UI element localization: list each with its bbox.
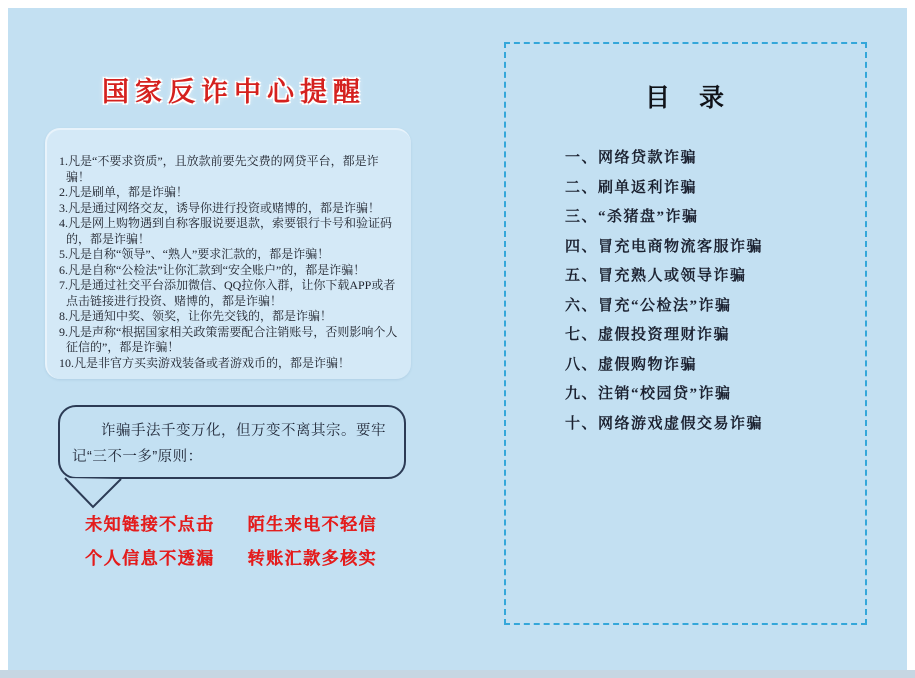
slogan-item: 未知链接不点击 xyxy=(85,515,215,534)
warning-item: 4.凡是网上购物遇到自称客服说要退款，索要银行卡号和验证码的，都是诈骗！ xyxy=(59,216,393,246)
toc-item: 六、冒充“公检法”诈骗 xyxy=(565,297,732,314)
toc-item: 二、刷单返利诈骗 xyxy=(565,179,698,196)
toc-item: 五、冒充熟人或领导诈骗 xyxy=(565,268,747,284)
slogan-grid xyxy=(85,510,377,569)
warning-item: 3.凡是通过网络交友，诱导你进行投资或赌博的，都是诈骗！ xyxy=(59,200,381,215)
toc-item: 七、虚假投资理财诈骗 xyxy=(565,327,731,343)
slogan-item: 个人信息不透漏 xyxy=(85,549,215,568)
warning-box xyxy=(45,128,411,379)
brochure-page xyxy=(8,8,907,670)
toc-title: 目 录 xyxy=(644,84,726,112)
warning-item: 6.凡是自称“公检法”让你汇款到“安全账户”的，都是诈骗！ xyxy=(59,262,366,277)
page-bottom-edge xyxy=(0,670,915,678)
warning-item: 5.凡是自称“领导”、“熟人”要求汇款的，都是诈骗！ xyxy=(59,247,330,261)
page-title: 国家反诈中心提醒 xyxy=(102,77,366,108)
speech-bubble xyxy=(58,405,406,479)
warning-item: 9.凡是声称“根据国家相关政策需要配合注销账号，否则影响个人征信的”，都是诈骗！ xyxy=(59,324,398,354)
warning-item: 2.凡是刷单，都是诈骗！ xyxy=(59,185,189,199)
speech-bubble-tail-icon xyxy=(62,477,124,513)
slogan-item: 转账汇款多核实 xyxy=(247,549,377,568)
toc-item: 八、虚假购物诈骗 xyxy=(565,356,698,373)
toc-panel xyxy=(504,42,867,625)
speech-bubble-text: 诈骗手法千变万化，但万变不离其宗。要牢记“三不一多”原则： xyxy=(72,423,386,465)
toc-item: 三、“杀猪盘”诈骗 xyxy=(565,209,699,225)
warning-list xyxy=(59,154,402,371)
warning-item: 7.凡是通过社交平台添加微信、QQ拉你入群，让你下载APP或者点击链接进行投资、赌博的，都是诈骗！ xyxy=(59,278,396,308)
toc-list xyxy=(565,144,865,439)
toc-item: 四、冒充电商物流客服诈骗 xyxy=(565,238,764,255)
warning-item: 8.凡是通知中奖、领奖，让你先交钱的，都是诈骗！ xyxy=(59,309,333,323)
toc-item: 九、注销“校园贷”诈骗 xyxy=(565,386,732,402)
toc-item: 一、网络贷款诈骗 xyxy=(565,150,698,166)
slogan-item: 陌生来电不轻信 xyxy=(247,515,377,534)
warning-item: 10.凡是非官方买卖游戏装备或者游戏币的，都是诈骗！ xyxy=(59,355,351,370)
warning-item: 1.凡是“不要求资质”，且放款前要先交费的网贷平台，都是诈骗！ xyxy=(59,154,379,184)
toc-item: 十、网络游戏虚假交易诈骗 xyxy=(565,415,764,432)
